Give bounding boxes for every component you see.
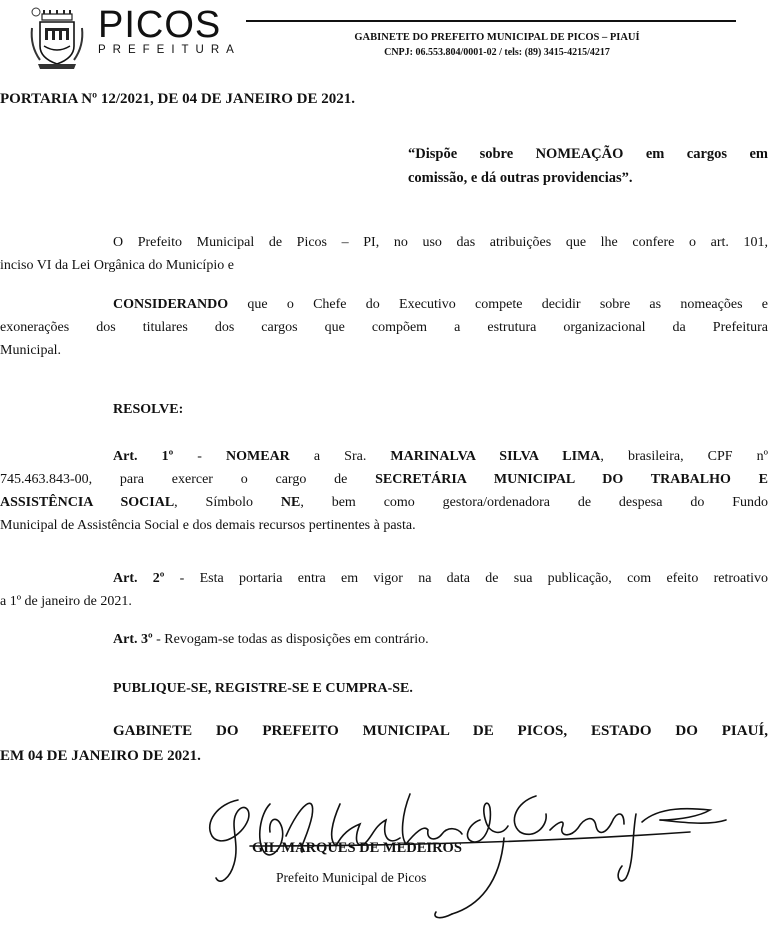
article-3: Art. 3º - Revogam-se todas as disposições em contrário.	[113, 632, 429, 647]
closing-line-1: GABINETE DO PREFEITO MUNICIPAL DE PICOS, ESTADO DO PIAUÍ,	[113, 723, 768, 739]
art1-verb: NOMEAR	[226, 449, 290, 464]
header-rule	[246, 20, 736, 22]
article-1	[0, 445, 768, 537]
considerando-line-3: Municipal.	[0, 343, 62, 358]
signatory-name: GIL MARQUES DE MEDEIROS	[252, 840, 462, 856]
art2-label: Art. 2º	[113, 571, 165, 586]
considerando-paragraph	[0, 293, 768, 362]
cargo-title-a: SECRETÁRIA MUNICIPAL DO TRABALHO E	[375, 472, 768, 487]
art2-line-1: Art. 2º - Esta portaria entra em vigor na data de sua publicação, com efeito retroativo	[113, 571, 768, 586]
ementa-line-1: “Dispõe sobre NOMEAÇÃO em cargos em	[408, 146, 768, 162]
cargo-title-b: ASSISTÊNCIA SOCIAL	[0, 495, 175, 510]
municipal-crest-icon	[28, 6, 86, 70]
considerando-line-2: exonerações dos titulares dos cargos que compõem a estrutura organizacional da Prefeitura	[0, 320, 768, 335]
brand-name: PICOS	[98, 4, 222, 46]
considerando-line-1: CONSIDERANDO que o Chefe do Executivo compete decidir sobre as nomeações e	[113, 297, 768, 312]
closing-paragraph	[0, 719, 768, 769]
preamble-line-2: inciso VI da Lei Orgânica do Município e	[0, 258, 234, 273]
preamble-line-1: O Prefeito Municipal de Picos – PI, no uso das atribuições que lhe confere o art. 101,	[113, 235, 768, 250]
art1-label: Art. 1º	[113, 449, 174, 464]
ementa-line-2: comissão, e dá outras providencias”.	[408, 170, 633, 186]
brand-block	[98, 4, 241, 56]
art2-line-2: a 1º de janeiro de 2021.	[0, 594, 132, 609]
art1-line-3: ASSISTÊNCIA SOCIAL, Símbolo NE, bem como gestora/ordenadora de despesa do Fundo	[0, 495, 768, 510]
ementa	[408, 142, 768, 190]
cnpj-phones: CNPJ: 06.553.804/0001-02 / tels: (89) 3415-4215/4217	[384, 47, 610, 58]
publication-order: PUBLIQUE-SE, REGISTRE-SE E CUMPRA-SE.	[113, 681, 413, 696]
preamble-paragraph	[0, 231, 768, 277]
art1-line-4: Municipal de Assistência Social e dos demais recursos pertinentes à pasta.	[0, 518, 416, 533]
closing-line-2: EM 04 DE JANEIRO DE 2021.	[0, 748, 201, 764]
appointee-name: MARINALVA SILVA LIMA	[390, 449, 601, 464]
brand-subtitle: PREFEITURA	[98, 44, 241, 56]
document-title: PORTARIA Nº 12/2021, DE 04 DE JANEIRO DE 2021.	[0, 91, 356, 107]
letterhead	[0, 0, 768, 80]
simbolo: NE	[280, 495, 301, 510]
art3-label: Art. 3º	[113, 632, 153, 647]
art1-line-1: Art. 1º - NOMEAR a Sra. MARINALVA SILVA LIMA, brasileira, CPF nº	[113, 449, 768, 464]
considerando-keyword: CONSIDERANDO	[113, 297, 229, 312]
office-name: GABINETE DO PREFEITO MUNICIPAL DE PICOS – PIAUÍ	[354, 32, 640, 43]
article-2	[0, 567, 768, 613]
resolve-heading: RESOLVE:	[113, 402, 184, 417]
signatory-role: Prefeito Municipal de Picos	[276, 870, 427, 885]
art1-line-2: 745.463.843-00, para exercer o cargo de SECRETÁRIA MUNICIPAL DO TRABALHO E	[0, 472, 768, 487]
